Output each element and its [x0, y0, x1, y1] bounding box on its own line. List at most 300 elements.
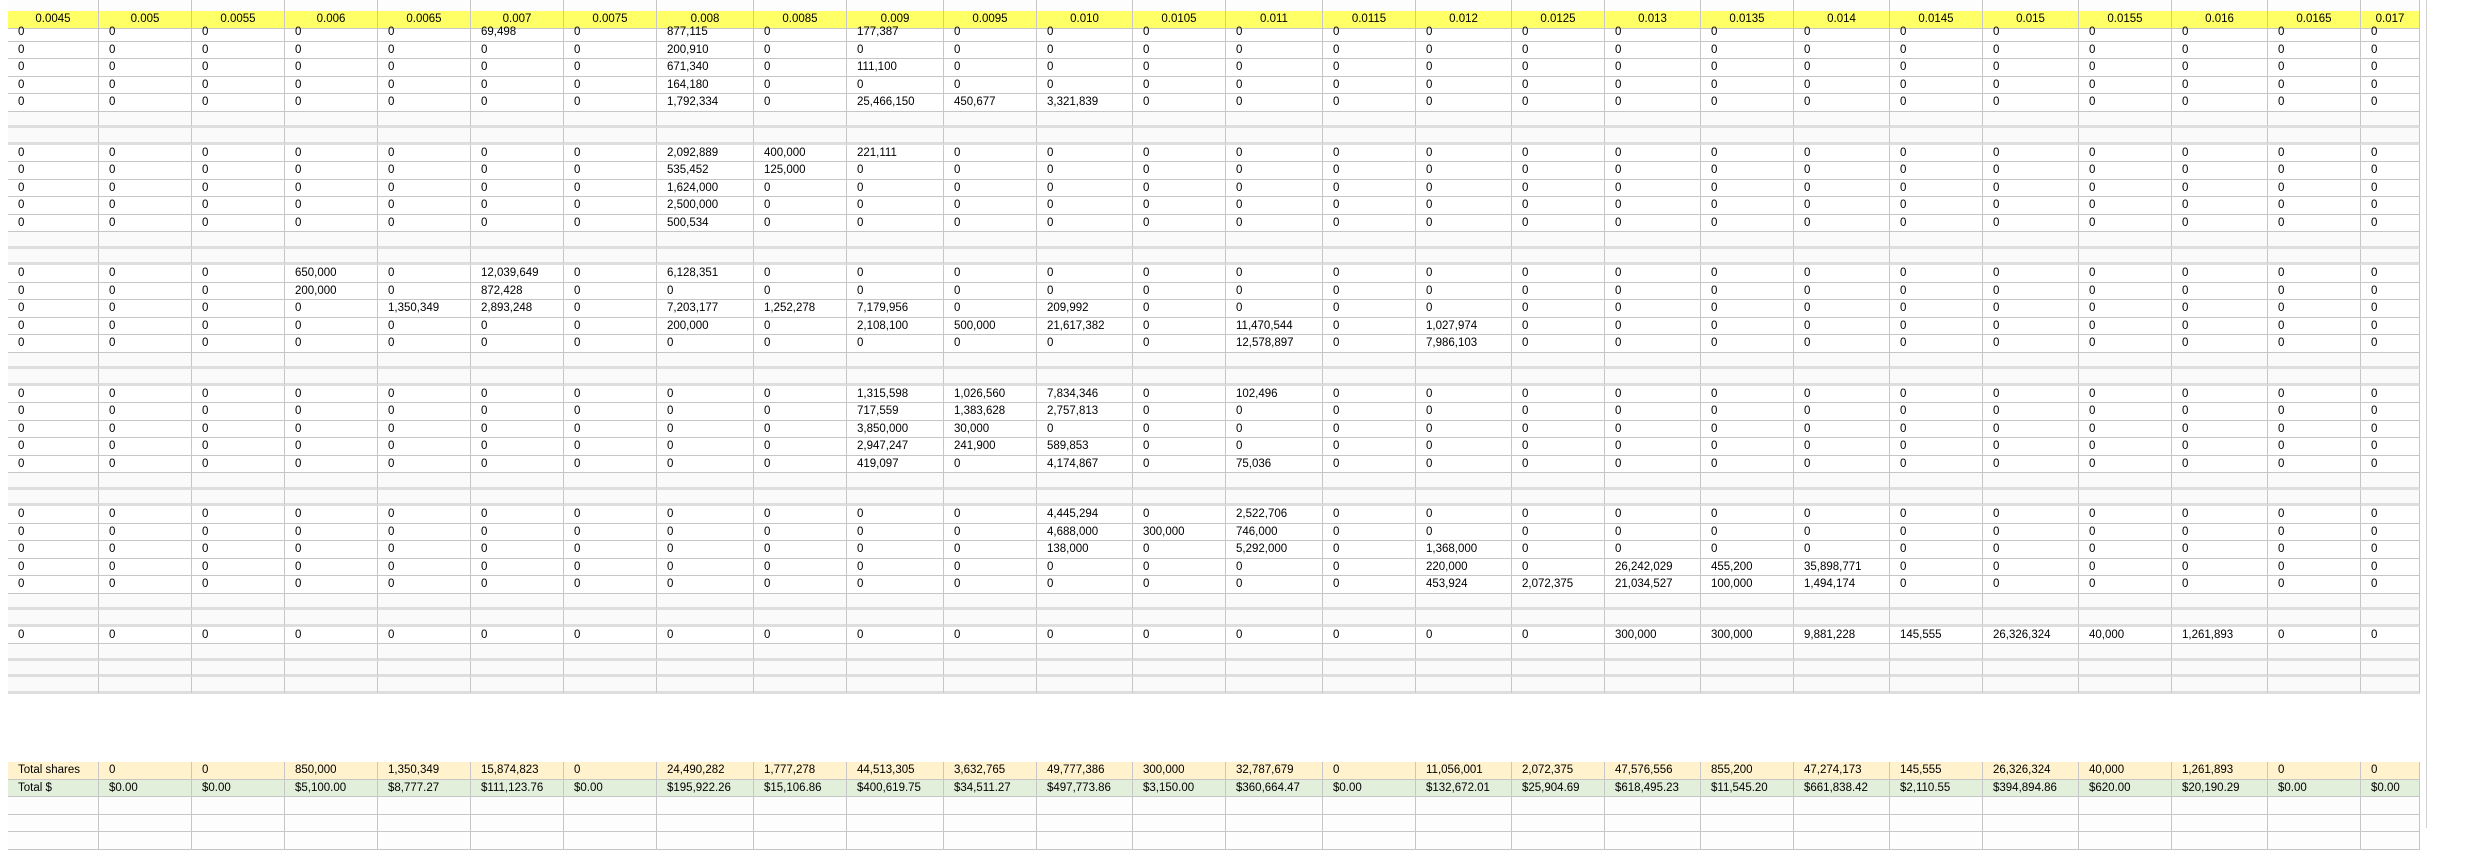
- blank-cell[interactable]: [99, 232, 192, 249]
- blank-cell[interactable]: [754, 610, 847, 627]
- blank-cell[interactable]: [1794, 797, 1890, 815]
- data-cell[interactable]: 0: [285, 197, 378, 215]
- blank-cell[interactable]: [1512, 128, 1605, 145]
- data-cell[interactable]: 0: [657, 335, 754, 353]
- data-cell[interactable]: 0: [1133, 438, 1226, 456]
- blank-cell[interactable]: [378, 112, 471, 129]
- data-cell[interactable]: 0: [944, 215, 1037, 233]
- data-cell[interactable]: 0: [847, 335, 944, 353]
- data-cell[interactable]: 0: [1605, 300, 1701, 318]
- data-cell[interactable]: 0: [1794, 94, 1890, 112]
- blank-cell[interactable]: [2361, 677, 2420, 694]
- blank-cell[interactable]: [2361, 797, 2420, 815]
- data-cell[interactable]: 0: [99, 386, 192, 404]
- blank-cell[interactable]: [944, 610, 1037, 627]
- data-cell[interactable]: 0: [1701, 265, 1794, 283]
- data-cell[interactable]: 0: [99, 180, 192, 198]
- column-header[interactable]: 0.010: [1037, 11, 1133, 29]
- data-cell[interactable]: 0: [2361, 627, 2420, 645]
- data-cell[interactable]: 0: [1226, 94, 1323, 112]
- data-cell[interactable]: 0: [2079, 180, 2172, 198]
- blank-cell[interactable]: [8, 644, 99, 661]
- blank-cell[interactable]: [657, 644, 754, 661]
- blank-cell[interactable]: [1226, 369, 1323, 386]
- blank-cell[interactable]: [1605, 797, 1701, 815]
- column-header[interactable]: 0.0145: [1890, 11, 1983, 29]
- total-dollars-cell[interactable]: $20,190.29: [2172, 780, 2268, 798]
- blank-cell[interactable]: [657, 832, 754, 850]
- blank-cell[interactable]: [1983, 677, 2079, 694]
- blank-cell[interactable]: [471, 610, 564, 627]
- data-cell[interactable]: 220,000: [1416, 559, 1512, 577]
- blank-cell[interactable]: [1605, 490, 1701, 507]
- data-cell[interactable]: 0: [192, 145, 285, 163]
- blank-cell[interactable]: [2079, 832, 2172, 850]
- blank-cell[interactable]: [2079, 232, 2172, 249]
- data-cell[interactable]: 0: [8, 59, 99, 77]
- total-shares-cell[interactable]: 0: [564, 762, 657, 780]
- data-cell[interactable]: 0: [2079, 300, 2172, 318]
- column-header[interactable]: 0.0095: [944, 11, 1037, 29]
- data-cell[interactable]: 0: [2172, 318, 2268, 336]
- blank-cell[interactable]: [2079, 677, 2172, 694]
- data-cell[interactable]: 0: [1416, 42, 1512, 60]
- data-cell[interactable]: 0: [1983, 283, 2079, 301]
- blank-cell[interactable]: [944, 112, 1037, 129]
- blank-cell[interactable]: [1416, 677, 1512, 694]
- data-cell[interactable]: 0: [471, 559, 564, 577]
- data-cell[interactable]: 0: [99, 403, 192, 421]
- data-cell[interactable]: 0: [99, 77, 192, 95]
- data-cell[interactable]: 0: [1890, 403, 1983, 421]
- data-cell[interactable]: 0: [847, 197, 944, 215]
- blank-cell[interactable]: [2079, 490, 2172, 507]
- data-cell[interactable]: 0: [192, 421, 285, 439]
- blank-cell[interactable]: [99, 661, 192, 678]
- data-cell[interactable]: 0: [2361, 77, 2420, 95]
- data-cell[interactable]: 0: [1416, 215, 1512, 233]
- blank-cell[interactable]: [8, 490, 99, 507]
- blank-cell[interactable]: [99, 473, 192, 490]
- blank-cell[interactable]: [1701, 815, 1794, 833]
- column-header[interactable]: 0.005: [99, 11, 192, 29]
- blank-cell[interactable]: [847, 832, 944, 850]
- blank-cell[interactable]: [754, 490, 847, 507]
- blank-cell[interactable]: [1323, 815, 1416, 833]
- blank-cell[interactable]: [1416, 232, 1512, 249]
- blank-cell[interactable]: [2172, 232, 2268, 249]
- data-cell[interactable]: 0: [1226, 627, 1323, 645]
- data-cell[interactable]: 0: [1323, 197, 1416, 215]
- data-cell[interactable]: 0: [8, 94, 99, 112]
- blank-cell[interactable]: [1133, 369, 1226, 386]
- data-cell[interactable]: 0: [1605, 524, 1701, 542]
- column-header[interactable]: 0.012: [1416, 11, 1512, 29]
- data-cell[interactable]: 0: [2079, 541, 2172, 559]
- data-cell[interactable]: 0: [754, 215, 847, 233]
- blank-cell[interactable]: [8, 594, 99, 611]
- blank-cell[interactable]: [944, 232, 1037, 249]
- data-cell[interactable]: 0: [1512, 197, 1605, 215]
- blank-cell[interactable]: [1983, 644, 2079, 661]
- data-cell[interactable]: 0: [1037, 77, 1133, 95]
- data-cell[interactable]: 0: [754, 627, 847, 645]
- data-cell[interactable]: 0: [1226, 145, 1323, 163]
- blank-cell[interactable]: [754, 249, 847, 266]
- blank-cell[interactable]: [2172, 677, 2268, 694]
- data-cell[interactable]: 0: [99, 265, 192, 283]
- data-cell[interactable]: 0: [285, 559, 378, 577]
- data-cell[interactable]: 0: [1890, 524, 1983, 542]
- data-cell[interactable]: 0: [8, 335, 99, 353]
- blank-cell[interactable]: [471, 677, 564, 694]
- data-cell[interactable]: 0: [471, 421, 564, 439]
- data-cell[interactable]: 0: [471, 180, 564, 198]
- data-cell[interactable]: 0: [1701, 162, 1794, 180]
- data-cell[interactable]: 717,559: [847, 403, 944, 421]
- data-cell[interactable]: 0: [8, 215, 99, 233]
- data-cell[interactable]: 0: [1983, 215, 2079, 233]
- data-cell[interactable]: 0: [1323, 265, 1416, 283]
- data-cell[interactable]: 0: [944, 145, 1037, 163]
- data-cell[interactable]: 0: [378, 180, 471, 198]
- blank-cell[interactable]: [1983, 353, 2079, 370]
- blank-cell[interactable]: [378, 610, 471, 627]
- blank-cell[interactable]: [285, 353, 378, 370]
- data-cell[interactable]: 0: [754, 456, 847, 474]
- blank-cell[interactable]: [99, 369, 192, 386]
- data-cell[interactable]: 0: [2268, 215, 2361, 233]
- data-cell[interactable]: 0: [1605, 197, 1701, 215]
- data-cell[interactable]: 0: [1983, 318, 2079, 336]
- data-cell[interactable]: 0: [2268, 386, 2361, 404]
- blank-cell[interactable]: [1512, 490, 1605, 507]
- blank-cell[interactable]: [944, 128, 1037, 145]
- data-cell[interactable]: 0: [192, 94, 285, 112]
- blank-cell[interactable]: [2268, 610, 2361, 627]
- data-cell[interactable]: 0: [1983, 506, 2079, 524]
- blank-cell[interactable]: [378, 797, 471, 815]
- data-cell[interactable]: 0: [944, 335, 1037, 353]
- data-cell[interactable]: 0: [1226, 77, 1323, 95]
- blank-cell[interactable]: [378, 128, 471, 145]
- data-cell[interactable]: 0: [1890, 559, 1983, 577]
- data-cell[interactable]: 0: [564, 559, 657, 577]
- data-cell[interactable]: 0: [944, 456, 1037, 474]
- data-cell[interactable]: 0: [8, 559, 99, 577]
- data-cell[interactable]: 0: [1890, 94, 1983, 112]
- total-shares-cell[interactable]: 1,777,278: [754, 762, 847, 780]
- data-cell[interactable]: 75,036: [1226, 456, 1323, 474]
- data-cell[interactable]: 0: [1890, 145, 1983, 163]
- blank-cell[interactable]: [285, 249, 378, 266]
- blank-cell[interactable]: [8, 112, 99, 129]
- data-cell[interactable]: 0: [1226, 576, 1323, 594]
- blank-cell[interactable]: [1037, 369, 1133, 386]
- blank-cell[interactable]: [564, 797, 657, 815]
- data-cell[interactable]: 21,617,382: [1037, 318, 1133, 336]
- data-cell[interactable]: 0: [1605, 335, 1701, 353]
- data-cell[interactable]: 0: [1983, 180, 2079, 198]
- data-cell[interactable]: 241,900: [944, 438, 1037, 456]
- blank-cell[interactable]: [1701, 369, 1794, 386]
- blank-cell[interactable]: [2361, 610, 2420, 627]
- data-cell[interactable]: 0: [2268, 576, 2361, 594]
- total-shares-cell[interactable]: 32,787,679: [1226, 762, 1323, 780]
- blank-cell[interactable]: [8, 353, 99, 370]
- data-cell[interactable]: 0: [564, 524, 657, 542]
- blank-cell[interactable]: [1226, 112, 1323, 129]
- data-cell[interactable]: 0: [1890, 42, 1983, 60]
- blank-cell[interactable]: [2079, 249, 2172, 266]
- data-cell[interactable]: 0: [192, 283, 285, 301]
- data-cell[interactable]: 0: [2268, 559, 2361, 577]
- data-cell[interactable]: 1,350,349: [378, 300, 471, 318]
- data-cell[interactable]: 4,688,000: [1037, 524, 1133, 542]
- data-cell[interactable]: 0: [1890, 215, 1983, 233]
- blank-cell[interactable]: [192, 112, 285, 129]
- blank-cell[interactable]: [847, 661, 944, 678]
- data-cell[interactable]: 0: [1890, 300, 1983, 318]
- data-cell[interactable]: 0: [1416, 180, 1512, 198]
- data-cell[interactable]: 0: [754, 59, 847, 77]
- blank-cell[interactable]: [1701, 490, 1794, 507]
- data-cell[interactable]: 0: [1794, 24, 1890, 42]
- data-cell[interactable]: 0: [1512, 42, 1605, 60]
- data-cell[interactable]: 0: [847, 77, 944, 95]
- blank-cell[interactable]: [847, 369, 944, 386]
- blank-cell[interactable]: [1983, 832, 2079, 850]
- blank-cell[interactable]: [2268, 249, 2361, 266]
- data-cell[interactable]: 0: [1701, 421, 1794, 439]
- data-cell[interactable]: 1,624,000: [657, 180, 754, 198]
- total-dollars-cell[interactable]: $195,922.26: [657, 780, 754, 798]
- data-cell[interactable]: 0: [1701, 94, 1794, 112]
- blank-cell[interactable]: [285, 490, 378, 507]
- data-cell[interactable]: 1,026,560: [944, 386, 1037, 404]
- data-cell[interactable]: 0: [471, 77, 564, 95]
- data-cell[interactable]: 0: [1037, 265, 1133, 283]
- blank-cell[interactable]: [1983, 473, 2079, 490]
- blank-cell[interactable]: [1890, 249, 1983, 266]
- data-cell[interactable]: 0: [1512, 265, 1605, 283]
- data-cell[interactable]: 0: [657, 524, 754, 542]
- blank-cell[interactable]: [378, 815, 471, 833]
- data-cell[interactable]: 0: [8, 42, 99, 60]
- blank-cell[interactable]: [1226, 232, 1323, 249]
- blank-cell[interactable]: [2268, 797, 2361, 815]
- blank-cell[interactable]: [1794, 232, 1890, 249]
- blank-cell[interactable]: [1037, 353, 1133, 370]
- blank-cell[interactable]: [1037, 594, 1133, 611]
- blank-cell[interactable]: [1037, 797, 1133, 815]
- column-header[interactable]: 0.0115: [1323, 11, 1416, 29]
- data-cell[interactable]: 0: [754, 197, 847, 215]
- data-cell[interactable]: 0: [1605, 24, 1701, 42]
- blank-cell[interactable]: [1983, 369, 2079, 386]
- data-cell[interactable]: 0: [2079, 145, 2172, 163]
- data-cell[interactable]: 0: [1605, 77, 1701, 95]
- data-cell[interactable]: 0: [1983, 456, 2079, 474]
- data-cell[interactable]: 0: [2361, 576, 2420, 594]
- data-cell[interactable]: 0: [1890, 180, 1983, 198]
- data-cell[interactable]: 200,910: [657, 42, 754, 60]
- blank-cell[interactable]: [564, 832, 657, 850]
- data-cell[interactable]: 0: [1133, 180, 1226, 198]
- data-cell[interactable]: 0: [754, 576, 847, 594]
- blank-cell[interactable]: [847, 815, 944, 833]
- data-cell[interactable]: 0: [192, 77, 285, 95]
- blank-cell[interactable]: [1701, 610, 1794, 627]
- blank-cell[interactable]: [1226, 815, 1323, 833]
- data-cell[interactable]: 0: [657, 627, 754, 645]
- blank-cell[interactable]: [1323, 644, 1416, 661]
- blank-cell[interactable]: [2268, 677, 2361, 694]
- blank-cell[interactable]: [657, 797, 754, 815]
- data-cell[interactable]: 0: [1416, 265, 1512, 283]
- data-cell[interactable]: 0: [2268, 403, 2361, 421]
- data-cell[interactable]: 0: [2079, 403, 2172, 421]
- data-cell[interactable]: 0: [1701, 506, 1794, 524]
- column-header[interactable]: 0.0155: [2079, 11, 2172, 29]
- blank-cell[interactable]: [99, 832, 192, 850]
- blank-cell[interactable]: [1133, 249, 1226, 266]
- data-cell[interactable]: 0: [2268, 77, 2361, 95]
- data-cell[interactable]: 0: [8, 438, 99, 456]
- total-shares-cell[interactable]: 49,777,386: [1037, 762, 1133, 780]
- blank-cell[interactable]: [1794, 644, 1890, 661]
- data-cell[interactable]: 0: [1605, 386, 1701, 404]
- data-cell[interactable]: 0: [1037, 180, 1133, 198]
- blank-cell[interactable]: [1133, 128, 1226, 145]
- data-cell[interactable]: 0: [1416, 162, 1512, 180]
- blank-cell[interactable]: [2361, 644, 2420, 661]
- data-cell[interactable]: 1,494,174: [1794, 576, 1890, 594]
- blank-cell[interactable]: [2268, 490, 2361, 507]
- data-cell[interactable]: 0: [1794, 197, 1890, 215]
- blank-cell[interactable]: [99, 677, 192, 694]
- data-cell[interactable]: 0: [1794, 215, 1890, 233]
- data-cell[interactable]: 0: [1037, 24, 1133, 42]
- data-cell[interactable]: 0: [378, 42, 471, 60]
- blank-cell[interactable]: [99, 490, 192, 507]
- data-cell[interactable]: 0: [1226, 421, 1323, 439]
- data-cell[interactable]: 0: [378, 386, 471, 404]
- total-shares-cell[interactable]: 0: [1323, 762, 1416, 780]
- blank-cell[interactable]: [1605, 473, 1701, 490]
- data-cell[interactable]: 0: [1605, 215, 1701, 233]
- data-cell[interactable]: 0: [1794, 403, 1890, 421]
- data-cell[interactable]: 0: [192, 386, 285, 404]
- data-cell[interactable]: 0: [285, 576, 378, 594]
- total-dollars-cell[interactable]: $497,773.86: [1037, 780, 1133, 798]
- blank-cell[interactable]: [657, 815, 754, 833]
- blank-cell[interactable]: [8, 128, 99, 145]
- data-cell[interactable]: 7,179,956: [847, 300, 944, 318]
- data-cell[interactable]: 0: [2172, 215, 2268, 233]
- blank-cell[interactable]: [2079, 797, 2172, 815]
- blank-cell[interactable]: [1226, 677, 1323, 694]
- data-cell[interactable]: 0: [1226, 438, 1323, 456]
- blank-cell[interactable]: [657, 112, 754, 129]
- data-cell[interactable]: 0: [2172, 456, 2268, 474]
- data-cell[interactable]: 872,428: [471, 283, 564, 301]
- data-cell[interactable]: 0: [2172, 403, 2268, 421]
- blank-cell[interactable]: [1983, 594, 2079, 611]
- data-cell[interactable]: 0: [1133, 403, 1226, 421]
- blank-cell[interactable]: [378, 832, 471, 850]
- data-cell[interactable]: 0: [944, 77, 1037, 95]
- data-cell[interactable]: 0: [2079, 524, 2172, 542]
- blank-cell[interactable]: [1701, 797, 1794, 815]
- data-cell[interactable]: 0: [378, 403, 471, 421]
- data-cell[interactable]: 877,115: [657, 24, 754, 42]
- data-cell[interactable]: 0: [192, 318, 285, 336]
- data-cell[interactable]: 40,000: [2079, 627, 2172, 645]
- data-cell[interactable]: 0: [944, 265, 1037, 283]
- data-cell[interactable]: 0: [1416, 77, 1512, 95]
- data-cell[interactable]: 0: [2361, 94, 2420, 112]
- data-cell[interactable]: 0: [1226, 283, 1323, 301]
- data-cell[interactable]: 0: [1983, 77, 2079, 95]
- data-cell[interactable]: 0: [1133, 541, 1226, 559]
- total-dollars-label[interactable]: Total $: [8, 780, 99, 798]
- total-shares-label[interactable]: Total shares: [8, 762, 99, 780]
- data-cell[interactable]: 0: [1037, 576, 1133, 594]
- data-cell[interactable]: 0: [2361, 162, 2420, 180]
- blank-cell[interactable]: [1701, 594, 1794, 611]
- data-cell[interactable]: 0: [99, 421, 192, 439]
- column-header[interactable]: 0.0135: [1701, 11, 1794, 29]
- total-dollars-cell[interactable]: $132,672.01: [1416, 780, 1512, 798]
- total-dollars-cell[interactable]: $0.00: [564, 780, 657, 798]
- blank-cell[interactable]: [471, 644, 564, 661]
- blank-cell[interactable]: [2361, 353, 2420, 370]
- data-cell[interactable]: 2,092,889: [657, 145, 754, 163]
- data-cell[interactable]: 0: [1323, 24, 1416, 42]
- data-cell[interactable]: 0: [8, 265, 99, 283]
- data-cell[interactable]: 0: [285, 386, 378, 404]
- blank-cell[interactable]: [564, 644, 657, 661]
- data-cell[interactable]: 0: [471, 627, 564, 645]
- blank-cell[interactable]: [8, 661, 99, 678]
- data-cell[interactable]: 5,292,000: [1226, 541, 1323, 559]
- data-cell[interactable]: 0: [564, 42, 657, 60]
- data-cell[interactable]: 0: [1226, 403, 1323, 421]
- data-cell[interactable]: 0: [1794, 180, 1890, 198]
- data-cell[interactable]: 0: [1323, 456, 1416, 474]
- data-cell[interactable]: 0: [2361, 318, 2420, 336]
- blank-cell[interactable]: [1983, 232, 2079, 249]
- data-cell[interactable]: 0: [1983, 300, 2079, 318]
- blank-cell[interactable]: [2172, 661, 2268, 678]
- data-cell[interactable]: 0: [564, 576, 657, 594]
- blank-cell[interactable]: [657, 677, 754, 694]
- blank-cell[interactable]: [99, 815, 192, 833]
- blank-cell[interactable]: [1416, 815, 1512, 833]
- data-cell[interactable]: 0: [2172, 24, 2268, 42]
- total-dollars-cell[interactable]: $400,619.75: [847, 780, 944, 798]
- blank-cell[interactable]: [1323, 249, 1416, 266]
- data-cell[interactable]: 0: [847, 541, 944, 559]
- blank-cell[interactable]: [1890, 232, 1983, 249]
- blank-cell[interactable]: [1133, 832, 1226, 850]
- blank-cell[interactable]: [1323, 610, 1416, 627]
- data-cell[interactable]: 0: [1416, 421, 1512, 439]
- data-cell[interactable]: 0: [8, 541, 99, 559]
- data-cell[interactable]: 746,000: [1226, 524, 1323, 542]
- blank-cell[interactable]: [1037, 128, 1133, 145]
